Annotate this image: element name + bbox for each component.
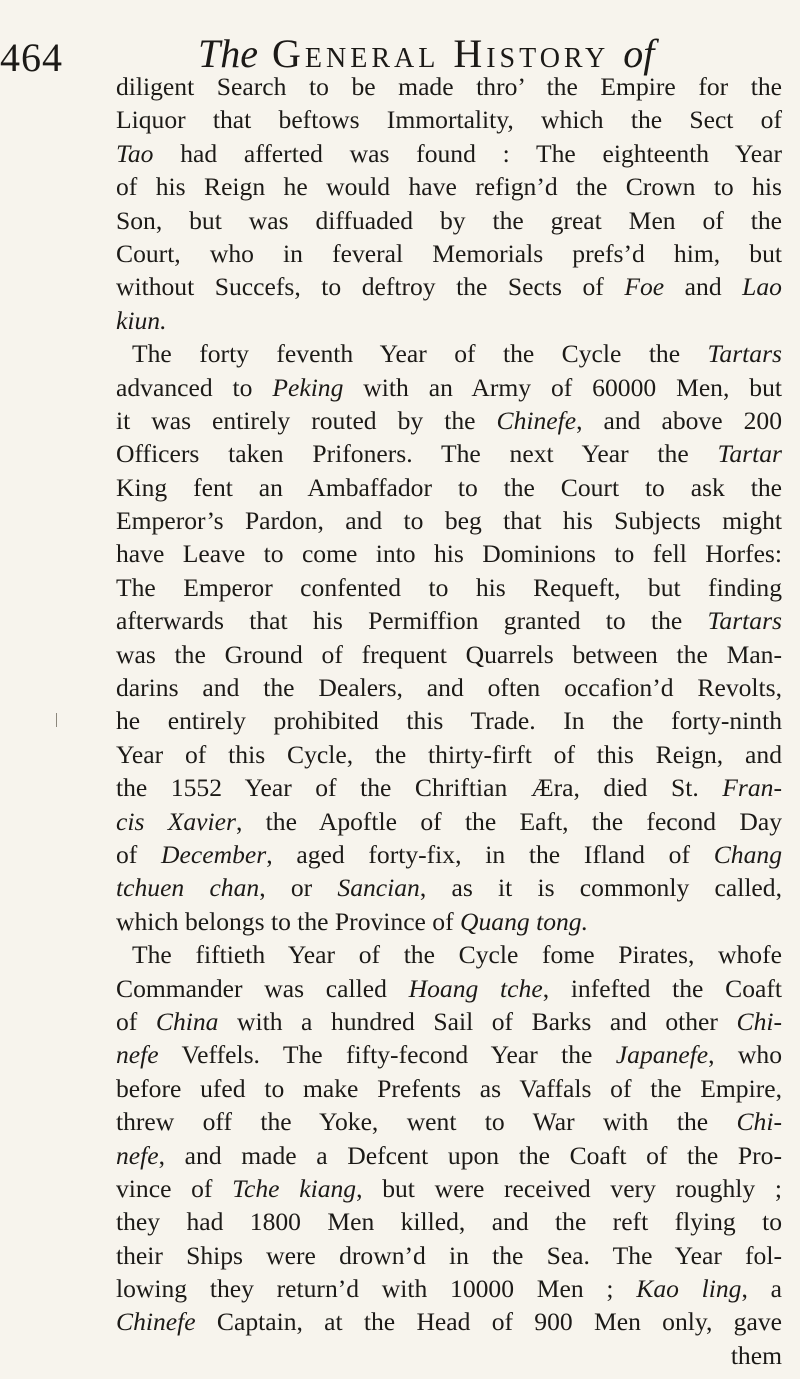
italic-text: Kao ling xyxy=(636,1274,742,1304)
text-line xyxy=(116,504,782,537)
text-run: Commander was called xyxy=(116,973,409,1003)
text-line xyxy=(116,537,782,570)
text-line xyxy=(116,638,782,671)
text-run: with an Army of 60000 Men, but xyxy=(343,372,782,402)
text-run: advanced to xyxy=(116,372,273,402)
text-run: , and above 200 xyxy=(576,405,782,435)
page-number: 464 xyxy=(0,35,63,80)
text-run: without Succefs, to deftroy the Sects of xyxy=(116,272,625,302)
text-run: Captain, at the Head of 900 Men only, gave xyxy=(195,1307,782,1337)
text-line xyxy=(116,704,782,737)
text-run: was the Ground of frequent Quarrels between the Man- xyxy=(116,639,782,669)
italic-text: tchuen chan xyxy=(116,873,260,903)
text-run: The fiftieth Year of the Cycle fome Pirates, whofe xyxy=(132,940,782,970)
text-run: with a hundred Sail of Barks and other xyxy=(218,1006,737,1036)
text-run: , but were received very roughly ; xyxy=(356,1173,782,1203)
italic-text: Chi- xyxy=(736,1006,783,1036)
running-title-prefix: The xyxy=(198,31,258,76)
text-line xyxy=(116,738,782,771)
text-line xyxy=(116,304,782,337)
italic-text: Chi- xyxy=(736,1107,782,1137)
text-line xyxy=(116,437,782,470)
text-run: , and made a Defcent upon the Coaft of the Pro- xyxy=(158,1140,782,1170)
text-line xyxy=(116,1139,782,1172)
italic-text: Chang xyxy=(713,839,782,869)
text-line xyxy=(116,1205,782,1238)
text-run: , who xyxy=(708,1040,783,1070)
italic-text: Chinefe xyxy=(116,1307,196,1337)
italic-text: nefe xyxy=(116,1040,159,1070)
italic-text: Quang tong. xyxy=(460,906,588,936)
text-run: they had 1800 Men killed, and the reft flying to xyxy=(116,1207,782,1237)
text-run: King fent an Ambaffador to the Court to ask the xyxy=(116,472,782,502)
text-run: , a xyxy=(741,1274,782,1304)
text-line xyxy=(116,1272,782,1305)
text-run: the 1552 Year of the Chriftian Æra, died St. xyxy=(116,773,723,803)
text-line xyxy=(116,371,782,404)
text-line xyxy=(116,237,782,270)
text-run: , the Apoftle of the Eaft, the fecond Day xyxy=(235,806,782,836)
italic-text: Tartars xyxy=(707,606,782,636)
text-line xyxy=(116,1105,782,1138)
text-line xyxy=(116,270,782,303)
text-run: Son, but was diffuaded by the great Men of the xyxy=(116,205,782,235)
text-run: , or xyxy=(259,873,338,903)
text-line xyxy=(116,1005,782,1038)
text-run: The forty feventh Year of the Cycle the xyxy=(132,339,708,369)
italic-text: Hoang tche xyxy=(408,973,543,1003)
running-title-main: General History xyxy=(272,31,610,76)
text-line xyxy=(116,771,782,804)
text-line xyxy=(116,137,782,170)
text-line xyxy=(116,1339,782,1372)
text-line xyxy=(116,905,782,938)
text-line xyxy=(116,103,782,136)
margin-mark xyxy=(56,713,57,727)
text-run: of xyxy=(116,1006,156,1036)
italic-text: Japanefe xyxy=(615,1040,709,1070)
italic-text: nefe xyxy=(116,1140,159,1170)
italic-text: Chinefe xyxy=(496,405,577,435)
italic-text: Peking xyxy=(272,372,344,402)
text-run: darins and the Dealers, and often occafion’d Revolts, xyxy=(116,673,782,703)
text-run: had afferted was found : The eighteenth Year xyxy=(153,138,782,168)
text-line xyxy=(116,671,782,704)
text-line xyxy=(116,938,782,971)
italic-text: Foe xyxy=(624,272,665,302)
text-run: lowing they return’d with 10000 Men ; xyxy=(116,1274,637,1304)
text-line xyxy=(116,838,782,871)
text-run: , as it is commonly called, xyxy=(419,873,782,903)
text-run: of his Reign he would have refign’d the Crown to his xyxy=(116,172,782,202)
text-run: Liquor that beftows Immortality, which the Sect of xyxy=(116,105,782,135)
italic-text: Tartars xyxy=(707,339,782,369)
italic-text: kiun. xyxy=(116,305,167,335)
text-run: afterwards that his Permiffion granted to the xyxy=(116,606,708,636)
italic-text: Sancian xyxy=(337,873,420,903)
text-line xyxy=(116,805,782,838)
text-run: he entirely prohibited this Trade. In the forty-ninth xyxy=(116,706,782,736)
text-line xyxy=(116,1172,782,1205)
italic-text: Tao xyxy=(116,138,154,168)
text-line xyxy=(116,604,782,637)
text-run: them xyxy=(730,1340,782,1370)
text-run: threw off the Yoke, went to War with the xyxy=(116,1107,737,1137)
text-line xyxy=(116,972,782,1005)
text-run: have Leave to come into his Dominions to fell Horfes: xyxy=(116,539,782,569)
text-line xyxy=(116,1072,782,1105)
text-run: , aged forty-fix, in the Ifland of xyxy=(266,839,714,869)
italic-text: Lao xyxy=(742,272,782,302)
text-run: diligent Search to be made thro’ the Empire for the xyxy=(116,72,782,101)
italic-text: Tartar xyxy=(717,439,782,469)
text-run: of xyxy=(116,839,162,869)
running-title-suffix: of xyxy=(623,31,655,76)
italic-text: Fran- xyxy=(722,773,782,803)
text-run: their Ships were drown’d in the Sea. The Year fol- xyxy=(116,1240,782,1270)
text-line xyxy=(116,70,782,103)
text-run: vince of xyxy=(116,1173,233,1203)
text-run: Year of this Cycle, the thirty-firft of this Reign, and xyxy=(116,739,782,769)
text-run: , infefted the Coaft xyxy=(542,973,783,1003)
text-run: it was entirely routed by the xyxy=(116,405,497,435)
text-line xyxy=(116,471,782,504)
text-run: The Emperor confented to his Requeft, but finding xyxy=(116,572,782,602)
text-line xyxy=(116,571,782,604)
italic-text: cis Xavier xyxy=(116,806,236,836)
text-line xyxy=(116,404,782,437)
text-run: Emperor’s Pardon, and to beg that his Subjects might xyxy=(116,506,782,536)
italic-text: Tche kiang xyxy=(232,1173,357,1203)
text-line xyxy=(116,1038,782,1071)
text-line xyxy=(116,170,782,203)
text-line xyxy=(116,204,782,237)
text-run: Veffels. The fifty-fecond Year the xyxy=(158,1040,616,1070)
text-run: Officers taken Prifoners. The next Year the xyxy=(116,439,718,469)
text-run: and xyxy=(664,272,743,302)
text-run: before ufed to make Prefents as Vaffals of the Empire, xyxy=(116,1073,782,1103)
italic-text: December xyxy=(161,839,267,869)
text-run: which belongs to the Province of xyxy=(116,906,461,936)
text-line xyxy=(116,871,782,904)
body-text xyxy=(116,70,782,1372)
italic-text: China xyxy=(155,1006,219,1036)
text-line xyxy=(116,337,782,370)
text-run: Court, who in feveral Memorials prefs’d him, but xyxy=(116,238,782,268)
text-line xyxy=(116,1239,782,1272)
text-line xyxy=(116,1305,782,1338)
